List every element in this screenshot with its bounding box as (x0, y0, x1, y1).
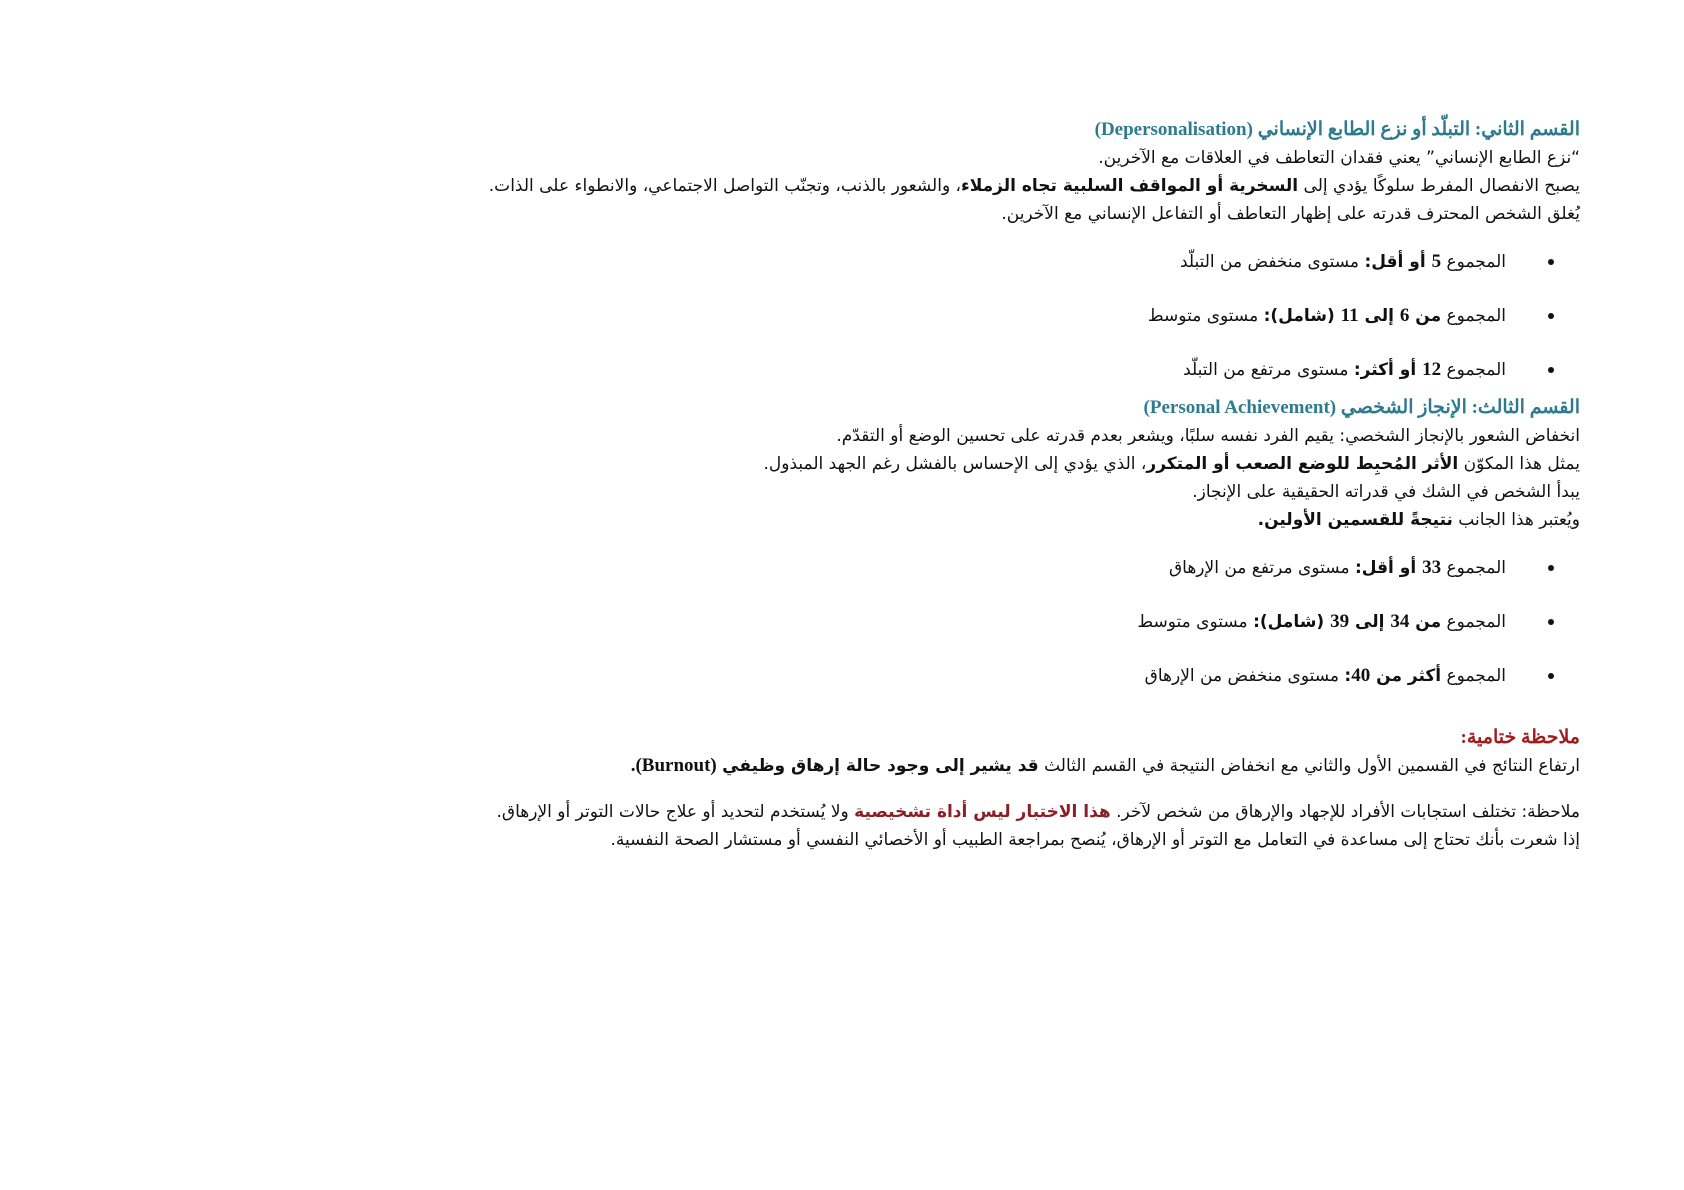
closing-line1 (380, 752, 1580, 780)
bullet-dot-icon (1548, 259, 1554, 265)
bullet-num: 11 (1340, 305, 1359, 326)
section3-heading-text: القسم الثالث: الإنجاز الشخصي (1340, 397, 1580, 418)
bullet-post: مستوى متوسط (1137, 612, 1254, 632)
section3-line2-b: ، الذي يؤدي إلى الإحساس بالفشل رغم الجهد المبذول. (763, 454, 1147, 474)
bullet-pre: المجموع (1441, 252, 1506, 272)
section3-line2-a: يمثل هذا المكوّن (1458, 454, 1580, 474)
bullet-post: مستوى مرتفع من التبلّد (1183, 360, 1354, 380)
closing-line1-latin: (Burnout). (630, 755, 717, 776)
spacer (380, 780, 1580, 798)
bullet-bold: أو أقل: (1354, 558, 1423, 578)
bullet-num: 6 (1399, 305, 1410, 326)
closing-note-a: ملاحظة: تختلف استجابات الأفراد للإجهاد والإرهاق من شخص لآخر. (1110, 802, 1580, 822)
bullet-bold: (شامل): (1253, 612, 1331, 632)
section3-line2-bold: الأثر المُحبِط للوضع الصعب أو المتكرر (1146, 454, 1459, 474)
section3-bullet-list (380, 552, 1580, 692)
section2-heading-text: القسم الثاني: التبلّد أو نزع الطابع الإنساني (1257, 119, 1580, 140)
bullet-dot-icon (1548, 673, 1554, 679)
section3-heading-latin: (Personal Achievement) (1143, 397, 1337, 418)
list-item (380, 660, 1580, 692)
bullet-pre: المجموع (1441, 666, 1506, 686)
bullet-bold: (شامل): (1263, 306, 1341, 326)
bullet-post: مستوى مرتفع من الإرهاق (1168, 558, 1355, 578)
list-item (380, 552, 1580, 584)
bullet-dot-icon (1548, 619, 1554, 625)
bullet-bold: أكثر من (1370, 666, 1442, 686)
bullet-post: مستوى متوسط (1147, 306, 1264, 326)
section2-line2 (380, 172, 1580, 200)
section2-line2-a: يصبح الانفصال المفرط سلوكًا يؤدي إلى (1298, 176, 1580, 196)
section3-line4-a: ويُعتبر هذا الجانب (1452, 510, 1580, 530)
bullet-post: مستوى منخفض من الإرهاق (1144, 666, 1345, 686)
bullet-pre: المجموع (1441, 306, 1506, 326)
bullet-num: 34 (1390, 611, 1410, 632)
bullet-num: 39 (1330, 611, 1350, 632)
list-item (380, 246, 1580, 278)
section3-line3: يبدأ الشخص في الشك في قدراته الحقيقية على الإنجاز. (1192, 482, 1580, 502)
closing-line1-bold: قد يشير إلى وجود حالة إرهاق وظيفي (722, 756, 1039, 776)
bullet-bold: من (1409, 306, 1442, 326)
bullet-bold: : (1344, 666, 1352, 686)
bullet-pre: المجموع (1441, 612, 1506, 632)
bullet-pre: المجموع (1441, 360, 1506, 380)
closing-note-b: ولا يُستخدم لتحديد أو علاج حالات التوتر أو الإرهاق. (496, 802, 855, 822)
section2-line2-bold: السخرية أو المواقف السلبية تجاه الزملاء (961, 176, 1299, 196)
bullet-dot-icon (1548, 565, 1554, 571)
section3-line4-bold: نتيجةً للقسمين الأولين. (1257, 510, 1453, 530)
section3-line2 (380, 450, 1580, 478)
bullet-bold: إلى (1349, 612, 1391, 632)
bullet-pre: المجموع (1441, 558, 1506, 578)
bullet-bold: أو أقل: (1364, 252, 1432, 272)
bullet-post: مستوى منخفض من التبلّد (1179, 252, 1365, 272)
closing-line1-a: ارتفاع النتائج في القسمين الأول والثاني مع انخفاض النتيجة في القسم الثالث (1038, 756, 1580, 776)
bullet-bold: إلى (1358, 306, 1400, 326)
closing-note-highlight: هذا الاختبار ليس أداة تشخيصية (854, 802, 1111, 822)
section3-line4 (380, 506, 1580, 534)
section3-heading (380, 394, 1580, 422)
section2-bullet-list (380, 246, 1580, 386)
document-page (380, 116, 1580, 854)
list-item (380, 300, 1580, 332)
section2-line1: “نزع الطابع الإنساني” يعني فقدان التعاطف في العلاقات مع الآخرين. (1098, 148, 1580, 168)
closing-heading: ملاحظة ختامية: (1460, 727, 1580, 748)
section3-line1: انخفاض الشعور بالإنجاز الشخصي: يقيم الفرد نفسه سلبًا، ويشعر بعدم قدرته على تحسين الوضع أو التقدّم. (836, 426, 1580, 446)
bullet-num: 12 (1422, 359, 1442, 380)
list-item (380, 354, 1580, 386)
section2-heading-latin: (Depersonalisation) (1094, 119, 1253, 140)
list-item (380, 606, 1580, 638)
bullet-dot-icon (1548, 367, 1554, 373)
bullet-bold: من (1409, 612, 1442, 632)
bullet-num: 33 (1422, 557, 1442, 578)
closing-note-line2: إذا شعرت بأنك تحتاج إلى مساعدة في التعامل مع التوتر أو الإرهاق، يُنصح بمراجعة الطبيب أو الأخصائي النفسي أو مستشار الصحة النفسية. (610, 830, 1580, 850)
bullet-dot-icon (1548, 313, 1554, 319)
bullet-num: 40 (1351, 665, 1371, 686)
section2-line2-b: ، والشعور بالذنب، وتجنّب التواصل الاجتماعي، والانطواء على الذات. (488, 176, 962, 196)
bullet-num: 5 (1431, 251, 1442, 272)
section2-line3: يُغلق الشخص المحترف قدرته على إظهار التعاطف أو التفاعل الإنساني مع الآخرين. (1001, 204, 1580, 224)
closing-note-line1 (380, 798, 1580, 826)
section2-heading (380, 116, 1580, 144)
bullet-bold: أو أكثر: (1353, 360, 1423, 380)
spacer (380, 714, 1580, 724)
